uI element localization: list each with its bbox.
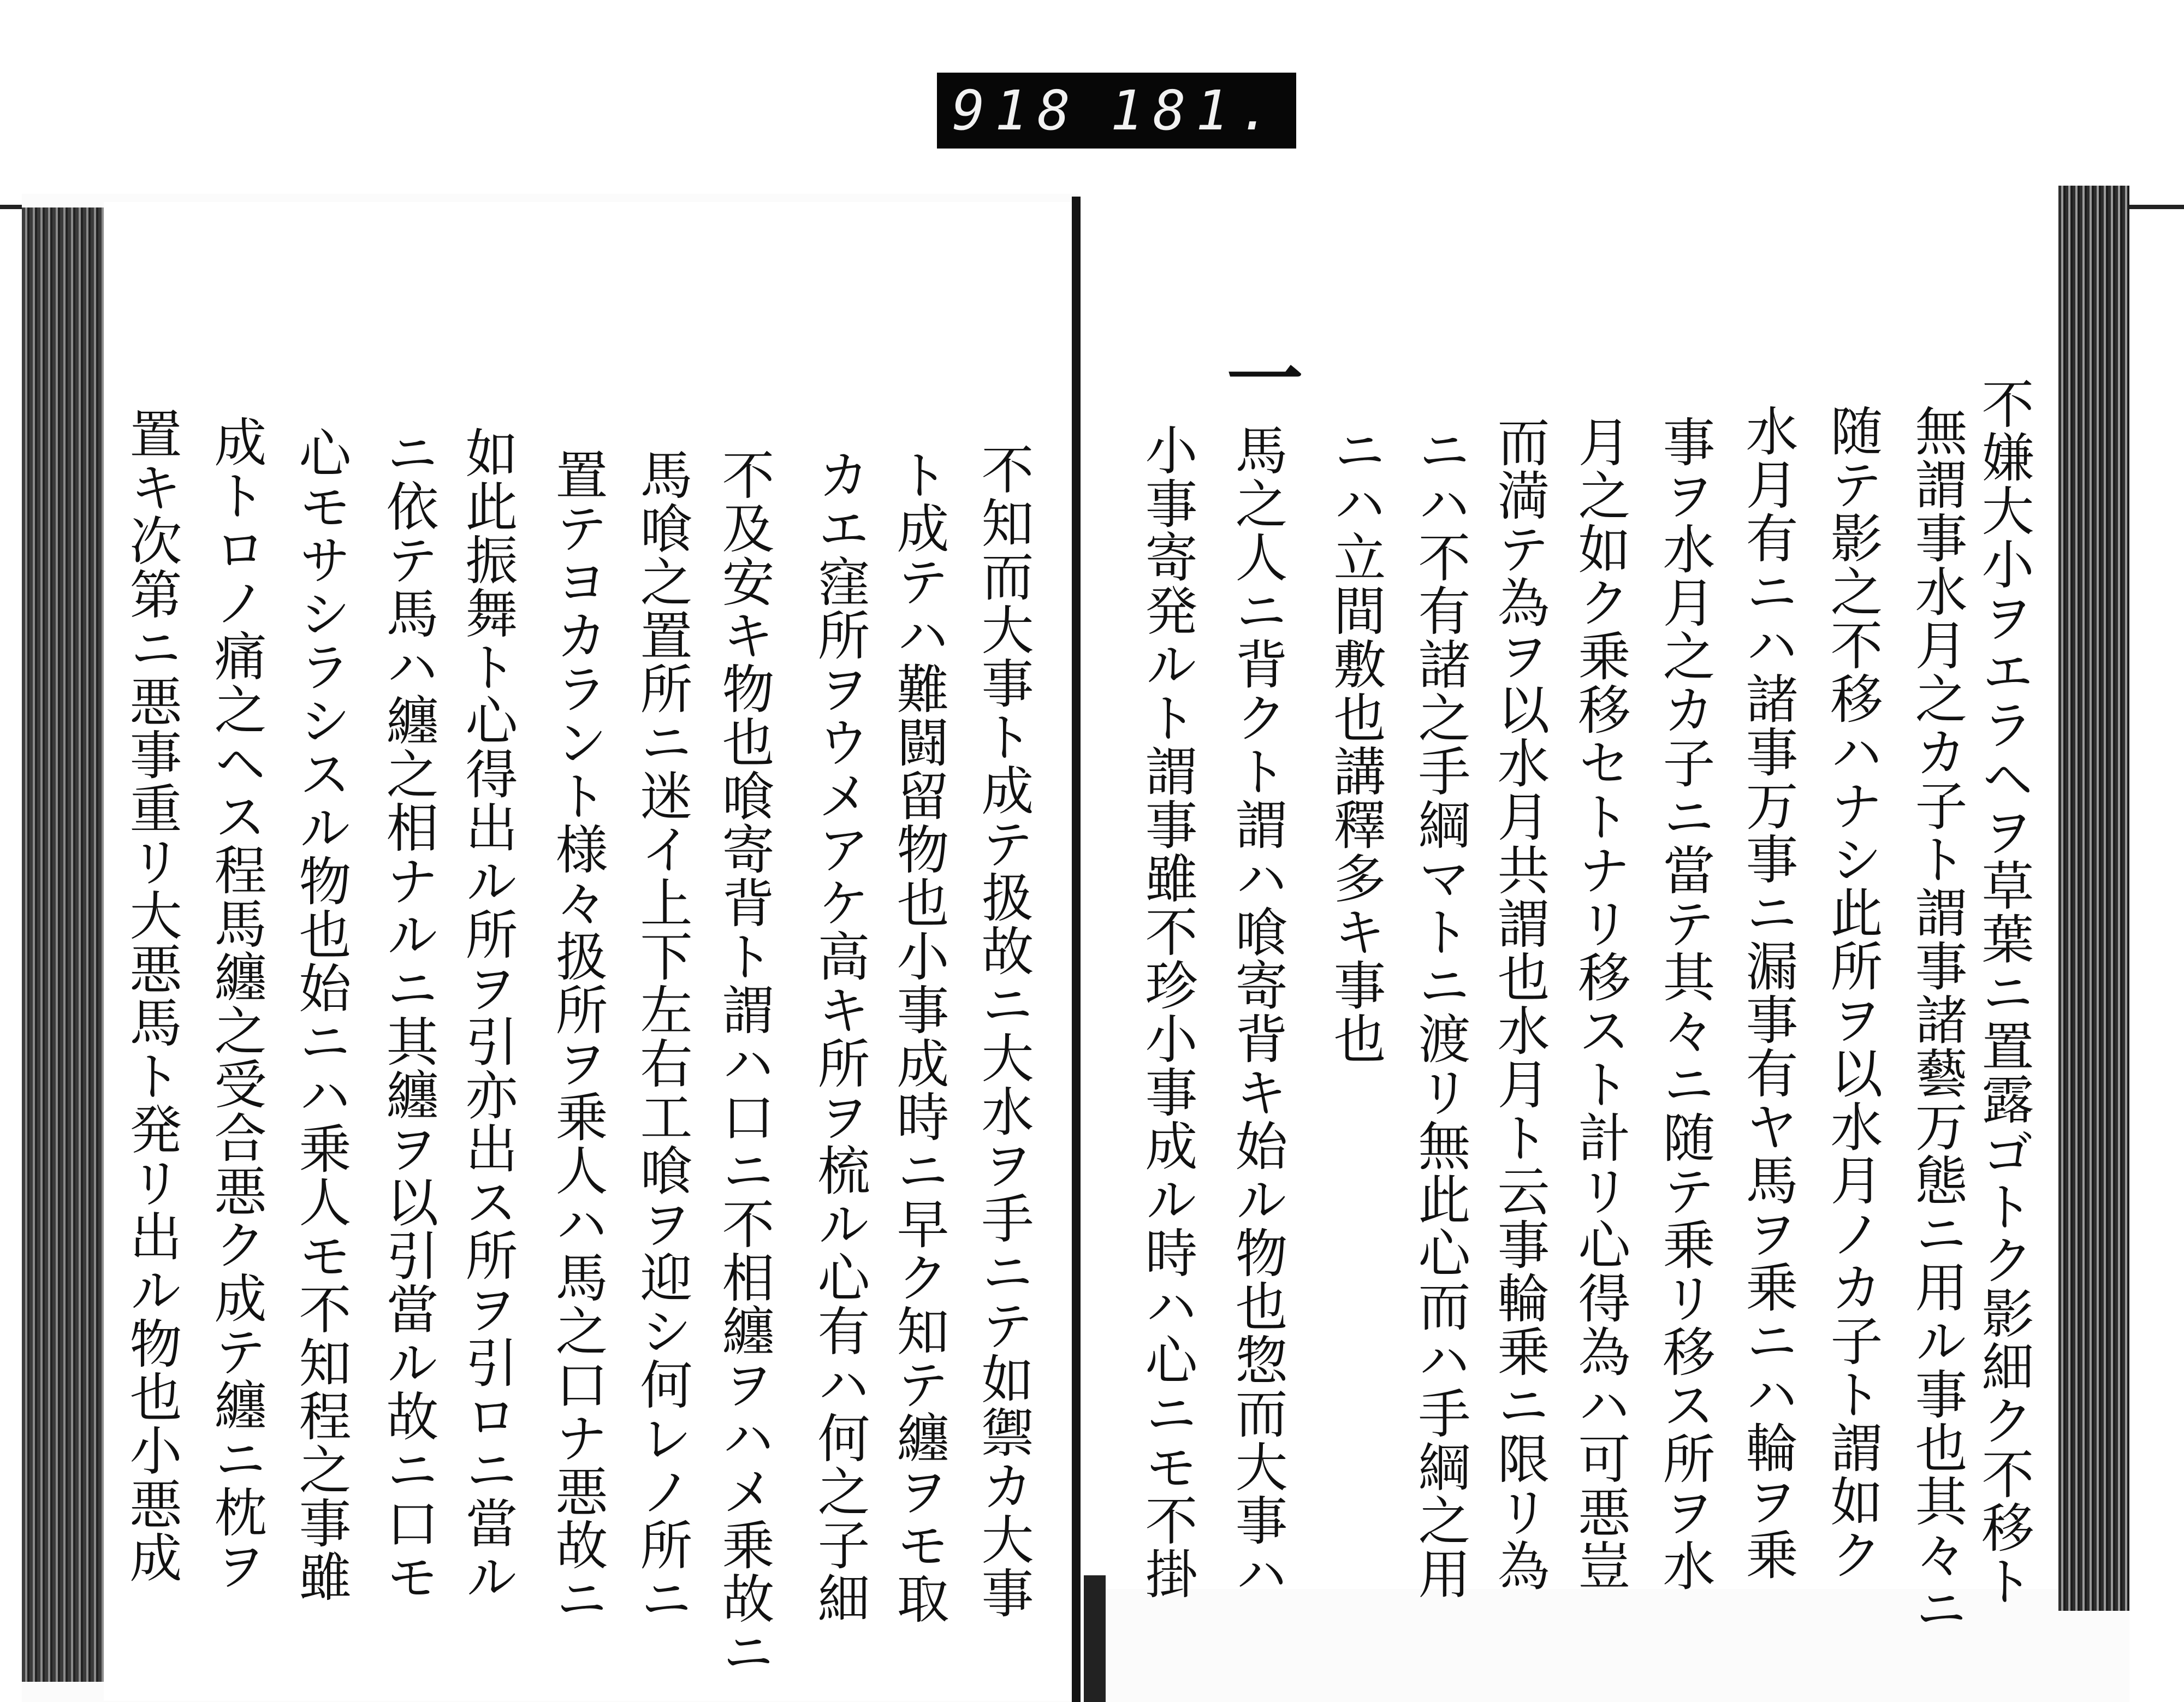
text-column: 不知而大事ト成テ扱故ニ大水ヲ手ニテ如禦カ大事 <box>973 442 1034 1620</box>
text-column: 随テ影之不移ハナシ此所ヲ以水月ノカ子ト謂如ク <box>1822 404 1883 1581</box>
catalog-number-right: 181. <box>1110 79 1281 143</box>
page-edges-left <box>22 207 104 1682</box>
text-column: カエ窪所ヲウメアケ高キ所ヲ梳ル心有ハ何之子細 <box>809 448 870 1625</box>
text-column: ニハ不有諸之手綱マトニ渡リ無此心而ハ手綱之用 <box>1410 423 1471 1600</box>
text-column: 不及安キ物也喰寄背ト謂ハ口ニ不相纏ヲハメ乗故ニ <box>714 448 775 1679</box>
text-column: 水月有ニハ諸事万事ニ漏事有ヤ馬ヲ乗ニハ輪ヲ乗 <box>1737 404 1799 1581</box>
text-column: 而満テ為ヲ以水月共謂也水月ト云事輪乗ニ限リ為 <box>1489 415 1550 1592</box>
text-column: 置キ次第ニ悪事重リ大悪馬ト発リ出ル物也小悪成 <box>121 407 182 1584</box>
text-column: ト成テハ難闘留物也小事成時ニ早ク知テ纏ヲモ取 <box>888 448 949 1625</box>
text-column: ニ依テ馬ハ纏之相ナルニ其纏ヲ以引當ル故ニ口モ <box>378 426 439 1603</box>
text-column: 馬喰之置所ニ迷イ上下左右工喰ヲ迎シ何レノ所ニ <box>632 448 693 1625</box>
text-column: 月之如ク乗移セトナリ移スト計リ心得為ハ可悪豈 <box>1570 415 1631 1592</box>
text-column: 心モサシラシスル物也始ニハ乗人モ不知程之事雖 <box>290 426 352 1603</box>
text-column: 事ヲ水月之カ子ニ當テ其々ニ随テ乗リ移ス所ヲ水 <box>1654 415 1716 1592</box>
gutter-shadow <box>1084 1575 1106 1702</box>
text-column: 無謂事水月之カ子ト謂事諸藝万態ニ用ル事也其々ニ <box>1907 404 1968 1635</box>
catalog-label <box>937 73 1296 149</box>
text-column: 如此振舞ト心得出ル所ヲ引亦出ス所ヲ引ロニ當ル <box>457 426 518 1603</box>
catalog-number-left: 918 <box>952 79 1081 143</box>
page-edges-right <box>2058 186 2129 1611</box>
text-column: ニハ立間敷也講釋多キ事也 <box>1325 423 1386 1065</box>
text-column: 馬之人ニ背クト謂ハ喰寄背キ始ル物也惣而大事ハ <box>1227 423 1288 1600</box>
text-column: 小事寄発ルト謂事雖不珍小事成ル時ハ心ニモ不掛 <box>1137 423 1198 1600</box>
text-column: 置テヨカラント様々扱所ヲ乗人ハ馬之口ナ悪故ニ <box>547 448 608 1625</box>
text-column: 不嫌大小ヲエラヘヲ草葉ニ置露ゴトク影細ク不移ト <box>1973 377 2034 1608</box>
section-mark: 一 <box>1214 339 1303 415</box>
text-column: 成トロノ痛之ヘス程馬纏之受合悪ク成テ纏ニ枕ヲ <box>206 415 267 1592</box>
book-gutter <box>1072 197 1081 1702</box>
